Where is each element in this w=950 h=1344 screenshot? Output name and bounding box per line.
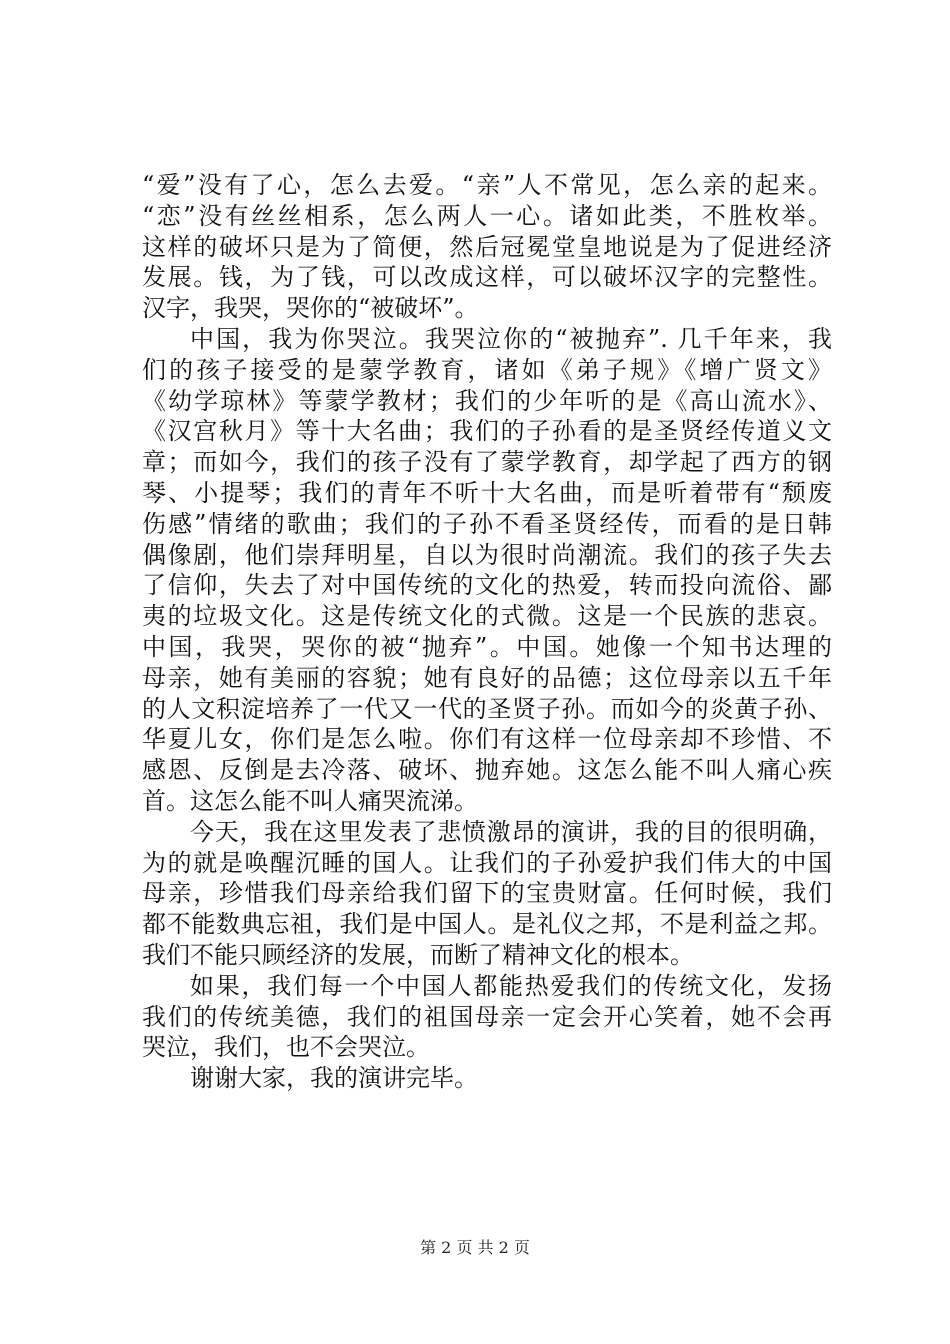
text-line: 中国，我为你哭泣。我哭泣你的“被抛弃”. 几千年来，我 (190, 324, 832, 353)
text-line: 我们的传统美德，我们的祖国母亲一定会开心笑着，她不会再 (142, 1002, 832, 1031)
text-line: 了信仰，失去了对中国传统的文化的热爱，转而投向流俗、鄙 (142, 571, 832, 600)
text-line: 首。这怎么能不叫人痛哭流涕。 (142, 786, 478, 815)
text-line: “爱”没有了心，怎么去爱。“亲”人不常见，怎么亲的起来。 (142, 171, 832, 199)
text-line: “恋”没有丝丝相系，怎么两人一心。诸如此类，不胜枚举。 (142, 201, 832, 230)
text-line: 为的就是唤醒沉睡的国人。让我们的子孙爱护我们伟大的中国 (142, 848, 832, 877)
text-line: 们的孩子接受的是蒙学教育，诸如《弟子规》《增广贤文》 (142, 355, 832, 384)
text-line: 的人文积淀培养了一代又一代的圣贤子孙。而如今的炎黄子孙、 (142, 694, 832, 723)
text-line: 《幼学琼林》等蒙学教材；我们的少年听的是《高山流水》、 (142, 386, 832, 415)
document-body (142, 170, 832, 1094)
text-line: 今天，我在这里发表了悲愤激昂的演讲，我的目的很明确， (190, 817, 832, 846)
text-line: 《汉宫秋月》等十大名曲；我们的子孙看的是圣贤经传道义文 (142, 417, 832, 446)
text-line: 母亲，她有美丽的容貌；她有良好的品德；这位母亲以五千年 (142, 663, 832, 692)
text-line: 谢谢大家，我的演讲完毕。 (190, 1064, 478, 1093)
text-line: 汉字，我哭，哭你的“被破坏”。 (142, 294, 479, 323)
text-line: 感恩、反倒是去冷落、破坏、抛弃她。这怎么能不叫人痛心疾 (142, 756, 832, 785)
text-line: 夷的垃圾文化。这是传统文化的式微。这是一个民族的悲哀。 (142, 602, 832, 631)
text-line: 华夏儿女，你们是怎么啦。你们有这样一位母亲却不珍惜、不 (142, 725, 832, 754)
text-line: 中国，我哭，哭你的被“抛弃”。中国。她像一个知书达理的 (142, 632, 832, 661)
text-line: 琴、小提琴；我们的青年不听十大名曲，而是听着带有“颓废 (142, 478, 832, 507)
text-line: 这样的破坏只是为了简便，然后冠冕堂皇地说是为了促进经济 (142, 232, 832, 261)
text-line: 伤感”情绪的歌曲；我们的子孙不看圣贤经传，而看的是日韩 (142, 509, 832, 538)
text-line: 都不能数典忘祖，我们是中国人。是礼仪之邦，不是利益之邦。 (142, 910, 832, 939)
text-line: 母亲，珍惜我们母亲给我们留下的宝贵财富。任何时候，我们 (142, 879, 832, 908)
text-line: 章；而如今，我们的孩子没有了蒙学教育，却学起了西方的钢 (142, 448, 832, 477)
page-footer: 第 2 页 共 2 页 (420, 1238, 530, 1257)
text-line: 我们不能只顾经济的发展，而断了精神文化的根本。 (142, 940, 694, 969)
text-line: 发展。钱，为了钱，可以改成这样，可以破坏汉字的完整性。 (142, 263, 832, 292)
text-line: 如果，我们每一个中国人都能热爱我们的传统文化，发扬 (190, 971, 832, 1000)
text-line: 偶像剧，他们崇拜明星，自以为很时尚潮流。我们的孩子失去 (142, 540, 832, 569)
text-line: 哭泣，我们，也不会哭泣。 (142, 1033, 430, 1062)
